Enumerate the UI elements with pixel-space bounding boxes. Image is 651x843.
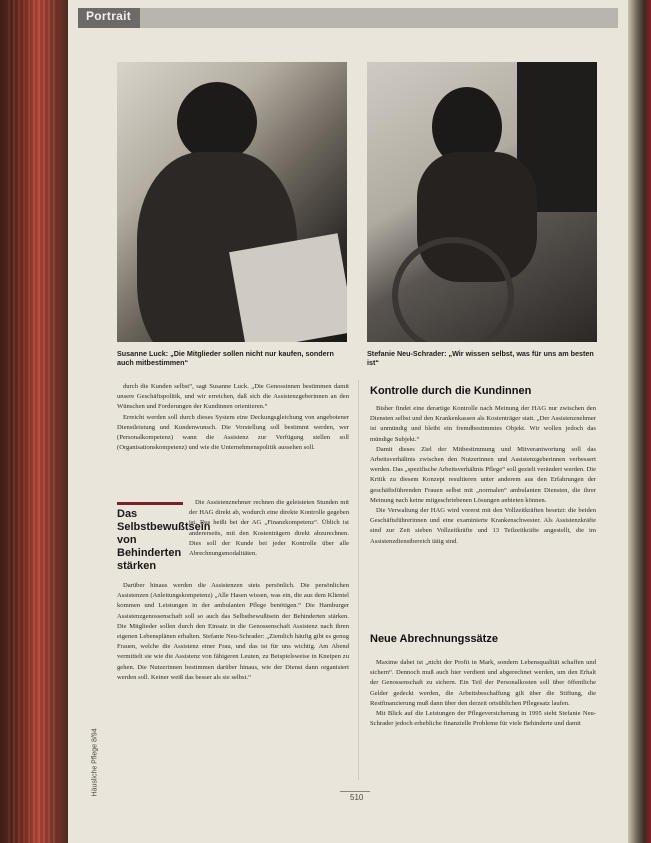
article-column-right-top <box>370 404 596 547</box>
subheading-abrechnung: Neue Abrechnungssätze <box>370 633 498 645</box>
paragraph: Maxime dabei ist „nicht der Profit in Mark, sondern Lebensqualität schaffen und sichern“. Dennoch muß auch hier verdient und abgerechnet werden, um den Erhalt der Genossenschaft zu sichern. Ein Teil der Personalkosten soll über öffentliche Gelder gedeckt werden, die Arbeitsbeschaffung gilt über die Stiftung, die Restfinanzierung muß dann über den derzeit ortsüblichen Pflegesatz laufen. <box>370 659 596 707</box>
photo-stefanie-neu-schrader <box>367 62 597 342</box>
photo-papers <box>229 233 347 342</box>
book-spine <box>0 0 68 843</box>
journal-imprint <box>88 690 100 800</box>
paragraph: Die Verwaltung der HAG wird vorerst mit den Vollzeitkräften besetzt: die beiden Geschäftsführerinnen und eine examinierte Krankenschwester. Als Assistenzkräfte sind zur Zeit sieben Vollzeitkräfte und 13 Teilzeitkräfte angestellt, die im Assistenzdienstbereich tätig sind. <box>370 507 596 545</box>
page-number-rule <box>340 791 370 792</box>
paragraph: Erreicht werden soll durch dieses System eine Deckungsgleichung von angebotener Dienstleistung und Kundenwunsch. Die Vorstellung soll bestimmt werden, wer (Personalkompetenz) wann die Assistenz zur Verfügung stellen soll (Organisationskompetenz) und wie die Unternehmenspolitik aussehen soll. <box>117 413 349 452</box>
paragraph: Die Assistenznehmer rechnen die geleisteten Stunden mit der HAG direkt ab, wodurch eine direkte Kontrolle gegeben ist. Das heißt bei der AG „Finanzkompetenz“. Üblich ist andererseits, mit den Kostenträgern direkt abzurechnen. Dies soll der Kunde bei jeder Kontrolle über alle Abrechnungsmodalitäten. <box>189 499 349 558</box>
section-label: Portrait <box>86 9 132 23</box>
spine-texture <box>8 0 58 843</box>
paragraph: Darüber hinaus werden die Assistenzen stets persönlich. Die persönlichen Assistenzen (Anleitungskompetenz) „Alle Hasen wissen, was ein, die aus dem Klientel kommen und Leistungen in der ambulanten Pflege benötigen.“ Die Hamburger Assistenzgenossenschaft soll so auch das Selbstbewußtsein der Behinderten stärken. Die Mitglieder sollen durch den Einsatz in die Genossenschaft Assistenz nach ihren eigenen Lebensplänen erhalten. Stefanie Neu-Schrader: „Ziemlich häufig gibt es genug Frauen, welche die Assistenz einer Frau, und das ist für uns wichtig. Am Abend vermittelt sie wie die Assistenz von fähigeren Leuten, zu Beispielsweise in Kneipen zu gehen. Die Nutzerinnen bestimmen darüber hinaus, wie der Dienst dann organisiert werden soll. Keiner weiß das besser als sie selbst.“ <box>117 582 349 681</box>
photo-susanne-luck <box>117 62 347 342</box>
article-column-right-bottom <box>370 658 596 729</box>
pull-quote: Das Selbstbewußtsein von Behinderten stärken <box>117 502 183 573</box>
page-number: 510 <box>350 793 364 802</box>
wheelchair-icon <box>392 237 514 342</box>
journal-name: Häusliche Pflege 8/94 <box>91 728 99 797</box>
article-column-left-narrow <box>189 498 349 559</box>
photo-caption-left: Susanne Luck: „Die Mitglieder sollen nicht nur kaufen, sondern auch mitbestimmen“ <box>117 349 334 367</box>
paragraph: durch die Kunden selbst“, sagt Susanne Luck. „Die Genossinnen bestimmen damit unsere Geschäftspolitik, und wir erreichen, daß sich die Assistenzgeberinnen an den Wünschen und Forderungen der Kundinnen orientieren.“ <box>117 383 349 411</box>
page-edge <box>628 0 651 843</box>
section-header-bar <box>78 8 618 28</box>
photo-caption-right: Stefanie Neu-Schrader: „Wir wissen selbst, was für uns am besten ist“ <box>367 349 594 367</box>
paragraph: Mit Blick auf die Leistungen der Pflegeversicherung in 1995 sieht Stefanie Neu-Schrader jedoch erhebliche finanzielle Probleme für viele Behinderte und damit <box>370 710 596 728</box>
subheading-kontrolle: Kontrolle durch die Kundinnen <box>370 385 532 397</box>
article-column-left-bottom <box>117 581 349 683</box>
column-divider <box>358 380 359 780</box>
paragraph: Bisher findet eine derartige Kontrolle nach Meinung der HAG nur zwischen den Diensten selbst und den Krankenkassen als Kostenträger statt. „Der Assistenznehmer ist unmündig und bleibt ein fremdbestimmtes Objekt. Wir wollen jedoch das mündige Subjekt.“ <box>370 405 596 443</box>
paragraph: Damit dieses Ziel der Mitbestimmung und Mitverantwortung soll das Arbeitsverhältnis zwischen den Nutzerinnen und Assistenzgeberinnen verbessert werden. Das „spezifische Arbeitsverhältnis Pflege“ soll gezielt verändert werden. Die Kritik zu diesem Konzept resultieren unter anderem aus den Erfahrungen der geschäftsführenden Frauen selbst mit „normalen“ ambulanten Diensten, die ihrer Meinung nach keine mitgeschriebenen Lösungen anbieten können. <box>370 445 596 504</box>
article-column-left-top <box>117 382 349 453</box>
photo-figure-head <box>177 82 257 162</box>
